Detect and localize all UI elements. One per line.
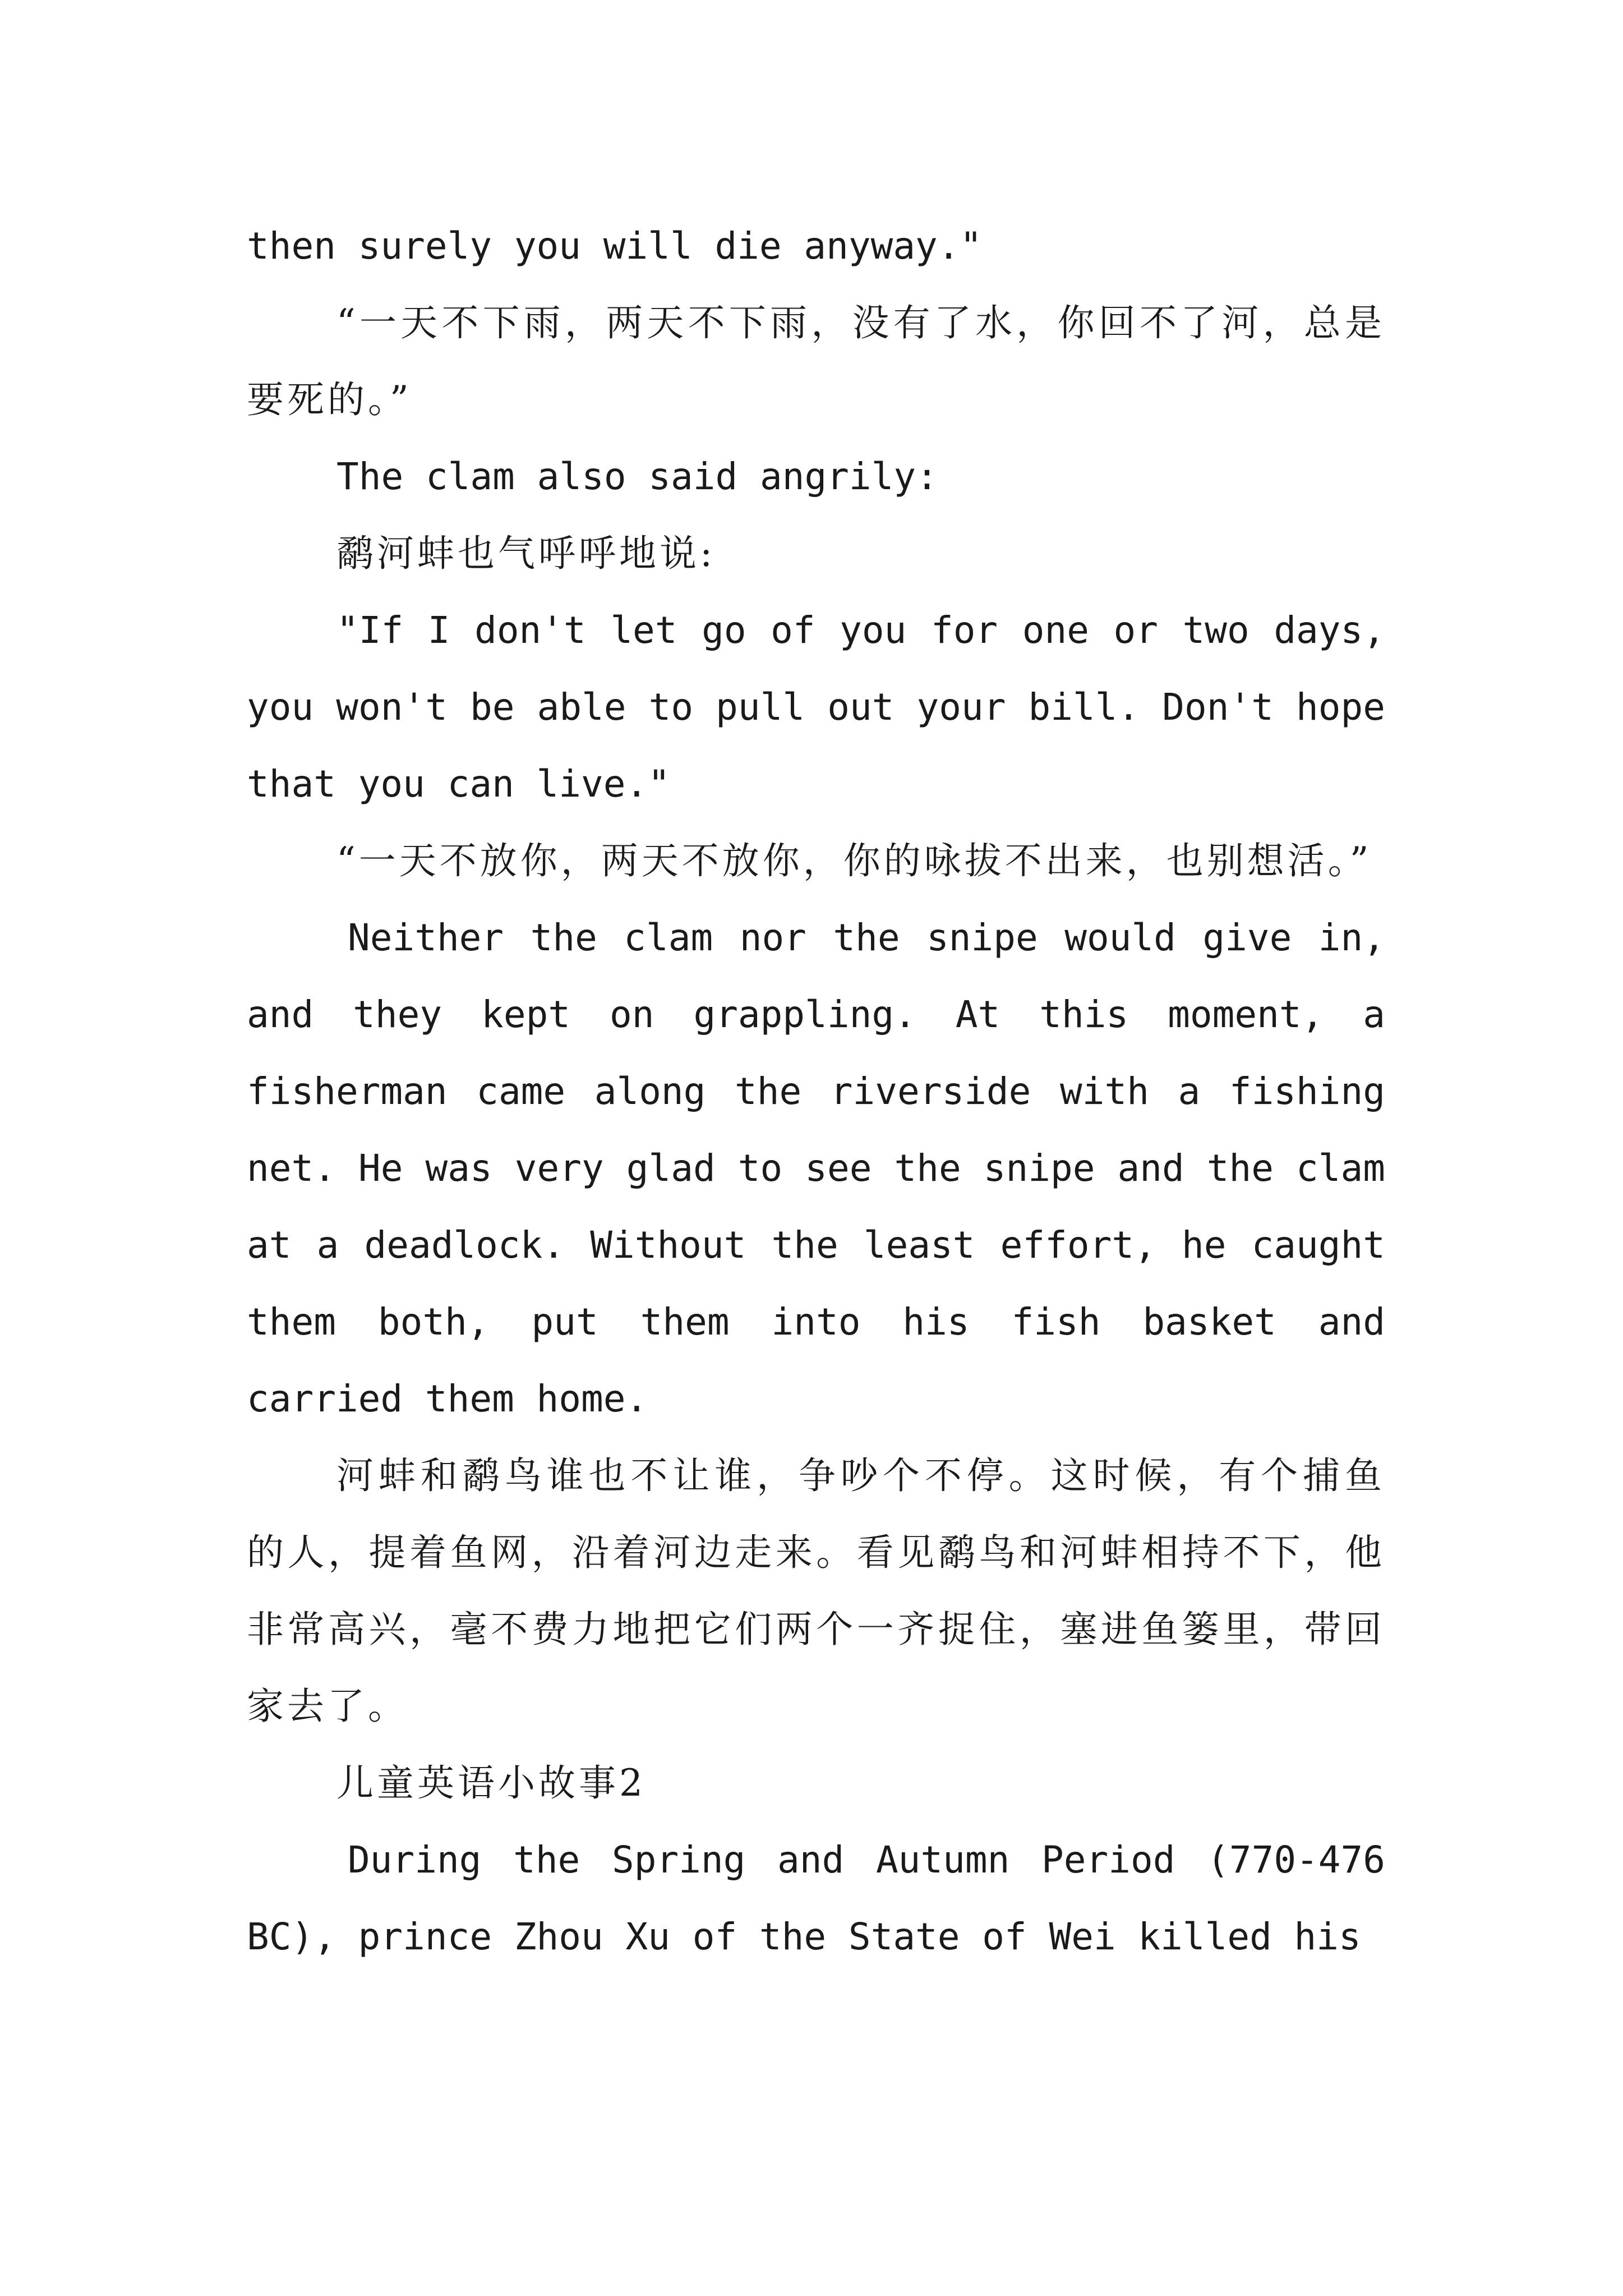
paragraph-chinese-2: 鹬河蚌也气呼呼地说: [336,532,716,575]
paragraph-english-4: Neither the clam nor the snipe would give in, and they kept on grappling. At this moment, a fisherman came along the riverside with a fishing net. He was very glad to see the snipe and the clam at a deadlock. Without the least effort, he caught them both, put them into his fish basket and carried them home. [247,916,1385,1420]
paragraph-chinese-1: “一天不下雨，两天不下雨，没有了水，你回不了河，总是要死的。” [247,301,1385,421]
paragraph-english-3: "If I don't let go of you for one or two days, you won't be able to pull out your bill. Don't hope that you can live." [247,609,1385,806]
paragraph-english-5: During the Spring and Autumn Period (770-476 BC), prince Zhou Xu of the State of Wei killed his [247,1838,1385,1958]
paragraph-chinese-4: 河蚌和鹬鸟谁也不让谁，争吵个不停。这时候，有个捕鱼的人，提着鱼网，沿着河边走来。看见鹬鸟和河蚌相持不下，他非常高兴，毫不费力地把它们两个一齐捉住，塞进鱼篓里，带回家去了。 [247,1454,1385,1728]
paragraph-english-1: then surely you will die anyway." [247,224,983,268]
document-body [247,208,1385,1975]
paragraph-chinese-3: “一天不放你，两天不放你，你的咏拔不出来，也别想活。” [336,839,1372,882]
section-heading: 儿童英语小故事2 [336,1761,646,1805]
paragraph-english-2: The clam also said angrily: [336,455,938,498]
